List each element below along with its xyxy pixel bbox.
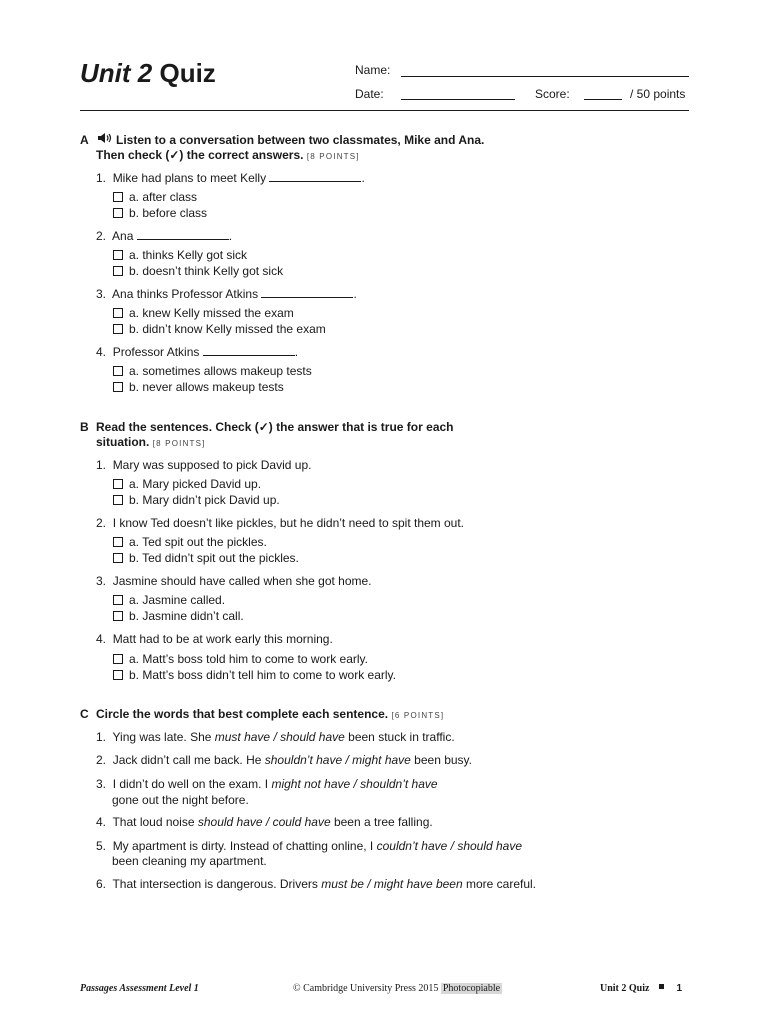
question-end: been a tree falling.: [330, 815, 433, 829]
answer-choices[interactable]: couldn’t have / should have: [376, 839, 523, 853]
question-end: more careful.: [462, 877, 537, 891]
footer-left: Passages Assessment Level 1: [80, 983, 199, 994]
question-text: Jasmine should have called when she got home.: [112, 574, 372, 588]
checkbox[interactable]: [113, 250, 123, 260]
b-question-4: [96, 632, 333, 646]
section-b-points: [8 POINTS]: [152, 439, 206, 448]
question-text: Ana thinks Professor Atkins: [112, 287, 259, 301]
question-number: 2.: [96, 753, 107, 767]
b-question-3: [96, 574, 372, 588]
a-question-2: [96, 229, 232, 243]
section-b-instruction-2: [96, 435, 206, 451]
a3-option-b[interactable]: [113, 322, 326, 336]
a-question-3: [96, 287, 357, 301]
question-number: 3.: [96, 574, 107, 588]
answer-choices[interactable]: should have / could have: [197, 815, 331, 829]
a4-option-b[interactable]: [113, 380, 284, 394]
checkbox[interactable]: [113, 208, 123, 218]
question-text: Mary was supposed to pick David up.: [112, 458, 312, 472]
title-unit: Unit 2: [80, 58, 153, 88]
answer-blank[interactable]: [261, 287, 353, 298]
section-b-letter: B: [80, 420, 89, 434]
c-question-6: [96, 877, 536, 891]
question-end: been busy.: [410, 753, 472, 767]
score-field[interactable]: [584, 99, 622, 100]
answer-choices[interactable]: shouldn’t have / might have: [264, 753, 411, 767]
question-text: Ying was late. She: [112, 730, 215, 744]
page-title: [80, 58, 216, 89]
question-end: .: [361, 171, 365, 185]
answer-blank[interactable]: [269, 171, 361, 182]
question-number: 1.: [96, 171, 107, 185]
option-label: b. Jasmine didn’t call.: [129, 609, 244, 623]
checkbox[interactable]: [113, 611, 123, 621]
option-label: a. sometimes allows makeup tests: [129, 364, 312, 378]
b-question-1: [96, 458, 311, 472]
b-question-2: [96, 516, 464, 530]
question-end: gone out the night before.: [112, 793, 249, 807]
question-end: been stuck in traffic.: [344, 730, 455, 744]
checkbox[interactable]: [113, 382, 123, 392]
answer-blank[interactable]: [137, 229, 229, 240]
section-a-instruction-1: Listen to a conversation between two classmates, Mike and Ana.: [116, 133, 485, 147]
question-text: That loud noise: [112, 815, 198, 829]
b4-option-b[interactable]: [113, 668, 396, 682]
option-label: a. Mary picked David up.: [129, 477, 262, 491]
section-b-instruction-2-text: situation.: [96, 435, 150, 449]
question-number: 3.: [96, 287, 107, 301]
c-question-4: [96, 815, 433, 829]
a-question-4: [96, 345, 298, 359]
checkbox[interactable]: [113, 537, 123, 547]
question-text: Jack didn’t call me back. He: [112, 753, 265, 767]
section-c-letter: C: [80, 707, 89, 721]
question-end: .: [353, 287, 357, 301]
a-question-1: [96, 171, 365, 185]
speaker-icon[interactable]: [97, 131, 113, 148]
b2-option-b[interactable]: [113, 551, 299, 565]
option-label: b. didn’t know Kelly missed the exam: [129, 322, 326, 336]
option-label: b. Ted didn’t spit out the pickles.: [129, 551, 299, 565]
question-number: 3.: [96, 777, 107, 791]
question-text: Matt had to be at work early this morning.: [112, 632, 333, 646]
title-quiz: Quiz: [159, 58, 216, 88]
checkbox[interactable]: [113, 366, 123, 376]
section-a-instruction-2-text: Then check (✓) the correct answers.: [96, 148, 304, 162]
footer-unit-label: Unit 2 Quiz: [600, 983, 650, 994]
bullet-square-icon: [659, 984, 664, 989]
checkbox[interactable]: [113, 266, 123, 276]
option-label: b. Matt’s boss didn’t tell him to come to work early.: [129, 668, 396, 682]
section-a-points: [8 POINTS]: [306, 152, 360, 161]
option-label: b. doesn’t think Kelly got sick: [129, 264, 284, 278]
section-c-instruction-text: Circle the words that best complete each sentence.: [96, 707, 389, 721]
a4-option-a[interactable]: [113, 364, 312, 378]
footer-center: [293, 983, 502, 994]
answer-blank[interactable]: [203, 345, 295, 356]
question-text: Mike had plans to meet Kelly: [112, 171, 267, 185]
b4-option-a[interactable]: [113, 652, 368, 666]
c-question-3: [96, 777, 438, 791]
name-field[interactable]: [401, 76, 689, 77]
checkbox[interactable]: [113, 670, 123, 680]
question-text: Professor Atkins: [112, 345, 200, 359]
option-label: a. after class: [129, 190, 198, 204]
section-a-instruction-2: [96, 148, 360, 164]
question-end: .: [294, 345, 299, 359]
answer-choices[interactable]: must have / should have: [214, 730, 345, 744]
a1-option-b[interactable]: [113, 206, 207, 220]
a2-option-a[interactable]: [113, 248, 247, 262]
option-label: b. never allows makeup tests: [129, 380, 284, 394]
b3-option-a[interactable]: [113, 593, 225, 607]
question-number: 2.: [96, 516, 107, 530]
b3-option-b[interactable]: [113, 609, 244, 623]
question-number: 1.: [96, 458, 107, 472]
option-label: a. Jasmine called.: [129, 593, 226, 607]
checkbox[interactable]: [113, 654, 123, 664]
question-end: been cleaning my apartment.: [112, 854, 267, 868]
footer-right: [600, 983, 682, 994]
photocopiable-label: Photocopiable: [442, 983, 501, 994]
checkbox[interactable]: [113, 324, 123, 334]
c-question-5-cont: [112, 854, 267, 868]
c-question-2: [96, 753, 472, 767]
c-question-1: [96, 730, 455, 744]
option-label: a. thinks Kelly got sick: [129, 248, 248, 262]
name-label: Name:: [355, 63, 391, 77]
checkbox[interactable]: [113, 553, 123, 563]
checkbox[interactable]: [113, 479, 123, 489]
question-number: 4.: [96, 632, 107, 646]
checkbox[interactable]: [113, 595, 123, 605]
section-b-instruction-1: Read the sentences. Check (✓) the answer that is true for each: [96, 420, 454, 434]
b1-option-a[interactable]: [113, 477, 261, 491]
question-text: My apartment is dirty. Instead of chatting online, I: [112, 839, 377, 853]
question-number: 6.: [96, 877, 107, 891]
header-divider: [80, 110, 689, 111]
answer-choices[interactable]: might not have / shouldn’t have: [271, 777, 438, 791]
checkbox[interactable]: [113, 308, 123, 318]
a1-option-a[interactable]: [113, 190, 197, 204]
score-label: Score:: [535, 87, 570, 101]
option-label: a. Ted spit out the pickles.: [129, 535, 267, 549]
section-a-letter: A: [80, 133, 89, 147]
a3-option-a[interactable]: [113, 306, 294, 320]
option-label: b. Mary didn’t pick David up.: [129, 493, 280, 507]
question-text: I know Ted doesn’t like pickles, but he didn’t need to spit them out.: [112, 516, 465, 530]
option-label: a. Matt’s boss told him to come to work early.: [129, 652, 368, 666]
question-end: .: [228, 229, 233, 243]
section-c-instruction: [96, 707, 444, 723]
question-number: 1.: [96, 730, 107, 744]
b1-option-b[interactable]: [113, 493, 280, 507]
c-question-5: [96, 839, 522, 853]
section-c-points: [6 POINTS]: [391, 711, 445, 720]
question-number: 2.: [96, 229, 107, 243]
question-text: I didn’t do well on the exam. I: [112, 777, 272, 791]
date-label: Date:: [355, 87, 384, 101]
copyright-text: © Cambridge University Press 2015: [293, 983, 439, 994]
question-number: 5.: [96, 839, 107, 853]
question-text: That intersection is dangerous. Drivers: [112, 877, 322, 891]
date-field[interactable]: [401, 99, 515, 100]
a2-option-b[interactable]: [113, 264, 283, 278]
question-number: 4.: [96, 815, 107, 829]
checkbox[interactable]: [113, 192, 123, 202]
page-number: 1: [676, 983, 683, 994]
option-label: a. knew Kelly missed the exam: [129, 306, 294, 320]
c-question-3-cont: [112, 793, 249, 807]
score-total: / 50 points: [630, 87, 686, 101]
question-text: Ana: [112, 229, 134, 243]
question-number: 4.: [96, 345, 107, 359]
answer-choices[interactable]: must be / might have been: [321, 877, 463, 891]
checkbox[interactable]: [113, 495, 123, 505]
b2-option-a[interactable]: [113, 535, 267, 549]
option-label: b. before class: [129, 206, 208, 220]
